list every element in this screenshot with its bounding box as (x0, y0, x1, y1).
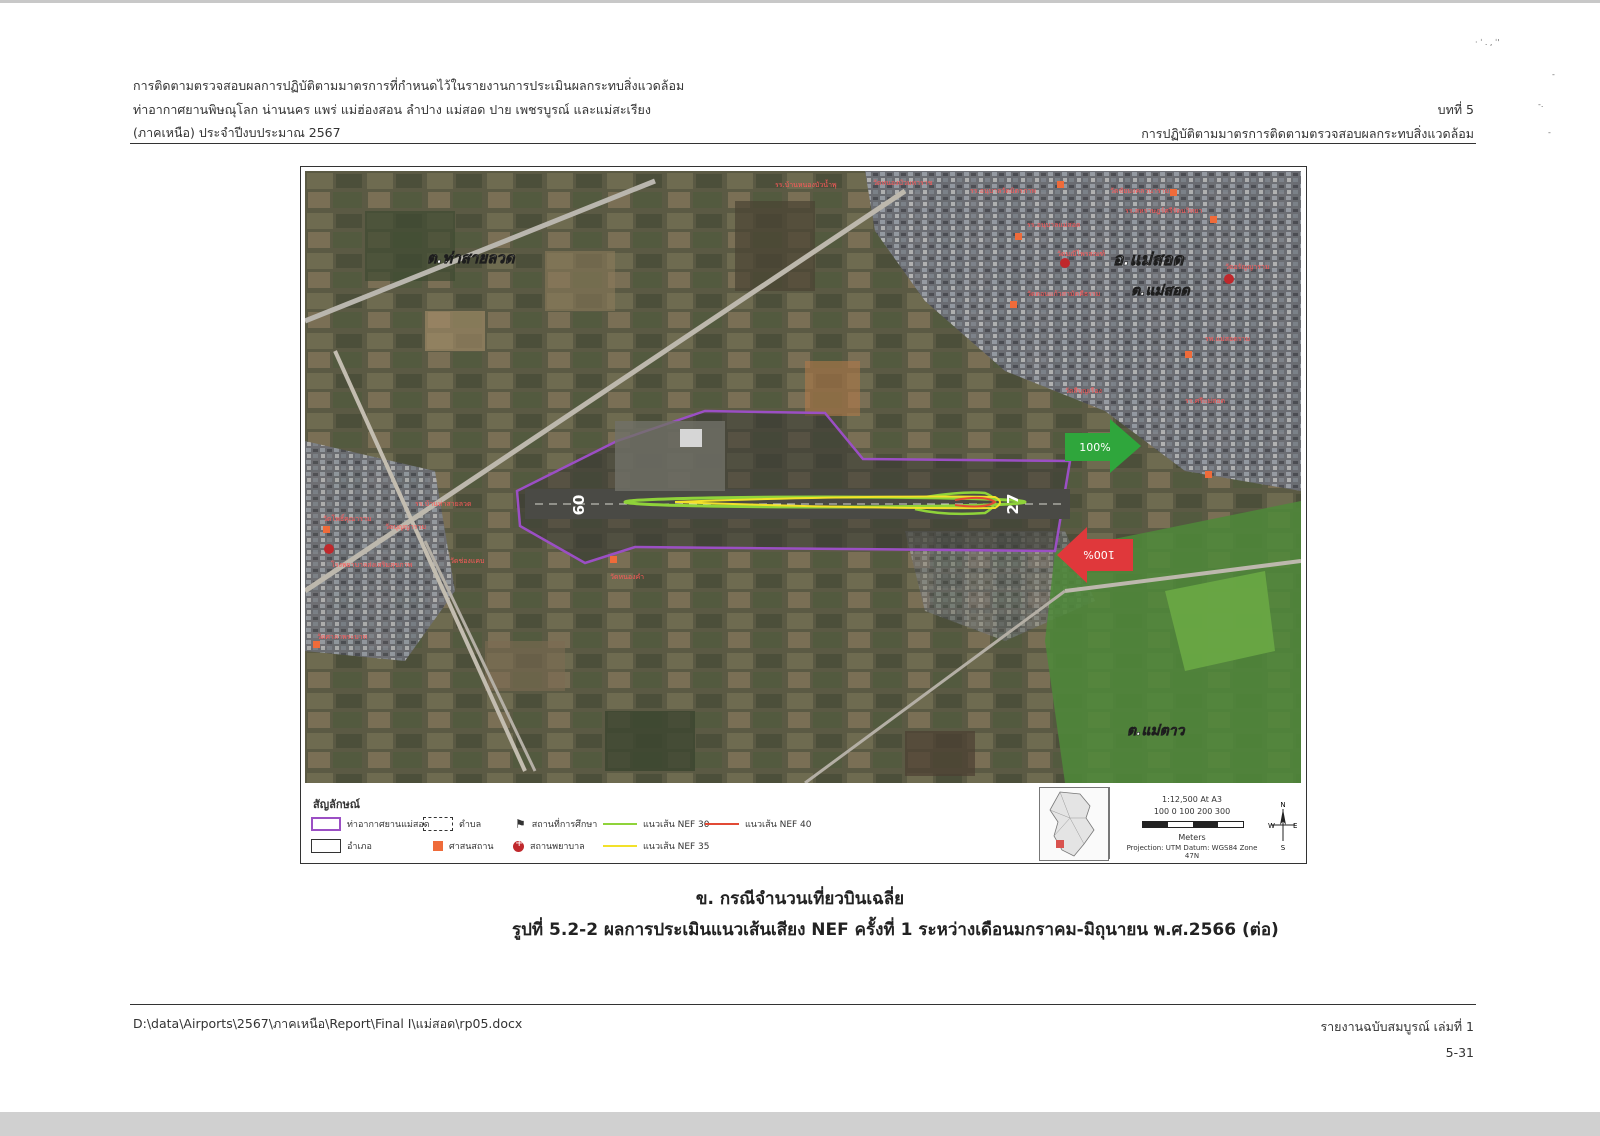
religious-site-marker (1210, 216, 1217, 223)
poi-label: รร.อนุบาลวัดมิตรภาพ (970, 187, 1036, 195)
map-canvas (305, 171, 1301, 783)
arrival-arrow-label: 100% (1079, 441, 1111, 454)
field (365, 211, 455, 281)
report-volume: รายงานฉบับสมบูรณ์ เล่มที่ 1 (1320, 1019, 1474, 1034)
inset-map-canvas (1040, 788, 1108, 860)
legend-label: แนวเส้น NEF 35 (643, 842, 710, 852)
poi-label: วัดหนองบัวมหาราช (873, 179, 933, 187)
poi-label: วัดอรัญญาราม (1225, 263, 1270, 271)
location-inset-map (1039, 787, 1109, 861)
religious-site-marker (313, 641, 320, 648)
legend-label: ท่าอากาศยานแม่สอด (347, 820, 430, 830)
place-label-tha-sai-luat: ต.ท่าสายลวด (427, 249, 515, 267)
legend-item-religious (433, 839, 494, 853)
page-number: 5-31 (1445, 1045, 1474, 1060)
report-header (133, 74, 684, 145)
poi-label: วัดโพธิ์คุณาราม (323, 515, 372, 523)
religious-site-marker (1015, 233, 1022, 240)
nef-map-figure (300, 166, 1307, 864)
religious-site-marker (1205, 471, 1212, 478)
compass-s: S (1280, 844, 1286, 851)
study-area-highlight (1056, 840, 1064, 848)
place-label-amphoe-mae-sot: อ.แม่สอด (1113, 250, 1184, 270)
airport-boundary-swatch (311, 817, 341, 831)
map-projection: Projection: UTM Datum: WGS84 Zone 47N (1126, 844, 1258, 860)
compass-w: W (1268, 822, 1275, 830)
header-line-2: ท่าอากาศยานพิษณุโลก น่านนคร แพร่ แม่ฮ่องสอน ลำปาง แม่สอด ปาย เพชรบูรณ์ และแม่สะเรียง (133, 101, 651, 117)
scale-units: Meters (1178, 833, 1206, 842)
place-label-tambon-mae-sot: ต.แม่สอด (1131, 283, 1190, 299)
scale-panel (1109, 787, 1306, 859)
legend-label: ศาสนสถาน (449, 842, 494, 852)
legend-label: สถานที่การศึกษา (531, 820, 598, 830)
legend-item-nef40 (705, 817, 812, 831)
file-path: D:\data\Airports\2567\ภาคเหนือ\Report\Final I\แม่สอด\rp05.docx (133, 1016, 523, 1031)
runway-label-27: 27 (1004, 493, 1022, 515)
hospital-marker (324, 544, 334, 554)
legend-item-airport-boundary (311, 817, 430, 831)
poi-label: รร.บ้านท่าสายลวด (415, 500, 472, 508)
scan-artifact: - (1552, 70, 1555, 79)
compass-n: N (1280, 801, 1286, 809)
field (425, 311, 485, 351)
place-label-mae-tao: ต.แม่ตาว (1127, 723, 1185, 739)
scale-bar (1142, 821, 1244, 828)
departure-arrow-label: 100% (1083, 548, 1115, 561)
field (545, 251, 615, 311)
religious-site-marker (1170, 189, 1177, 196)
field (605, 711, 695, 771)
poi-label: วัดศาลาพระบาท (317, 633, 368, 641)
poi-label: วัดดอนแก้วสามัคคีธรรม (1027, 290, 1101, 298)
poi-label: วัดมณีไพรสณฑ์ (1057, 250, 1106, 258)
tambon-swatch (423, 817, 453, 831)
hospital-marker (1060, 258, 1070, 268)
legend-title: สัญลักษณ์ (313, 798, 360, 811)
header-line-3: (ภาคเหนือ) ประจำปีงบประมาณ 2567 (133, 125, 341, 140)
nef35-line-swatch (603, 845, 637, 847)
legend-label: สถานพยาบาล (530, 842, 585, 852)
nef30-line-swatch (603, 823, 637, 825)
footer-divider (130, 1004, 1476, 1005)
poi-label: รพ.แม่สอดราม (1205, 335, 1251, 343)
religious-site-marker (323, 526, 330, 533)
school-flag-icon: ⚑ (515, 817, 526, 831)
legend-item-hospital (513, 839, 585, 853)
report-footer (1320, 1014, 1474, 1066)
scan-artifact: · ˈ . , ˈ' (1475, 38, 1500, 47)
scale-ticks: 100 0 100 200 300 (1153, 807, 1231, 816)
figure-subcaption: ข. กรณีจำนวนเที่ยวบินเฉลี่ย (695, 889, 905, 909)
chapter-number: บทที่ 5 (1437, 102, 1474, 117)
religious-site-marker (1010, 301, 1017, 308)
legend-label: ตำบล (459, 820, 482, 830)
poi-label: รร.บ้านหนองบัวน้ำพุ (775, 181, 837, 189)
compass-e: E (1293, 822, 1298, 830)
legend-item-nef35 (603, 839, 710, 853)
field (805, 361, 860, 416)
page-edge (0, 0, 1600, 3)
apron (615, 421, 725, 491)
terminal (680, 429, 702, 447)
poi-label: วัดชัยมงคลวนาราม (1110, 187, 1170, 195)
scan-artifact: - (1548, 128, 1551, 137)
map-legend (305, 787, 1035, 859)
poi-label: วัดหนองคำ (610, 573, 645, 581)
chapter-header (1141, 98, 1474, 145)
hospital-marker (1224, 274, 1234, 284)
legend-item-nef30 (603, 817, 710, 831)
amphoe-swatch (311, 839, 341, 853)
poi-label: วัดสีบุญเรือง (1065, 387, 1102, 395)
religious-site-marker (1057, 181, 1064, 188)
scan-artifact: -. (1538, 100, 1544, 109)
runway-label-09: 09 (569, 494, 587, 516)
chapter-title: การปฏิบัติตามมาตรการติดตามตรวจสอบผลกระทบสิ่งแวดล้อม (1141, 125, 1474, 141)
poi-label: รร.อนุบาลแม่สอด (1027, 221, 1081, 229)
nef40-line-swatch (705, 823, 739, 825)
scale-ratio: 1:12,500 At A3 (1162, 795, 1222, 804)
religious-site-marker (1185, 351, 1192, 358)
legend-label: แนวเส้น NEF 40 (745, 820, 812, 830)
poi-label: รร.สหราษฎร์ศรีรัตนวิทยา (1125, 207, 1203, 215)
legend-item-amphoe (311, 839, 372, 853)
figure-caption: รูปที่ 5.2-2 ผลการประเมินแนวเส้นเสียง NEF ครั้งที่ 1 ระหว่างเดือนมกราคม-มิถุนายน พ.ศ.2566 (ต่อ) (512, 920, 1279, 940)
field (485, 641, 565, 691)
header-line-1: การติดตามตรวจสอบผลการปฏิบัติตามมาตรการที่กำหนดไว้ในรายงานการประเมินผลกระทบสิ่งแวดล้อม (133, 78, 685, 93)
legend-item-school (515, 817, 597, 831)
legend-label: อำเภอ (347, 842, 372, 852)
poi-label: โรงพยาบาลส่งเสริมสุขภาพ (331, 561, 413, 569)
legend-item-tambon (423, 817, 481, 831)
field (905, 731, 975, 776)
poi-label: รร.ศรีแม่สอด (1185, 397, 1226, 405)
poi-label: วัดบุญญาราม (385, 523, 427, 531)
north-arrow-icon (1266, 799, 1300, 851)
hospital-icon (513, 841, 524, 852)
scan-bottom-edge (0, 1112, 1600, 1136)
header-divider (130, 143, 1476, 144)
legend-label: แนวเส้น NEF 30 (643, 820, 710, 830)
religious-site-icon (433, 841, 443, 851)
poi-label: วัดช่องแคบ (450, 557, 485, 565)
satellite-map (305, 171, 1301, 783)
religious-site-marker (610, 556, 617, 563)
